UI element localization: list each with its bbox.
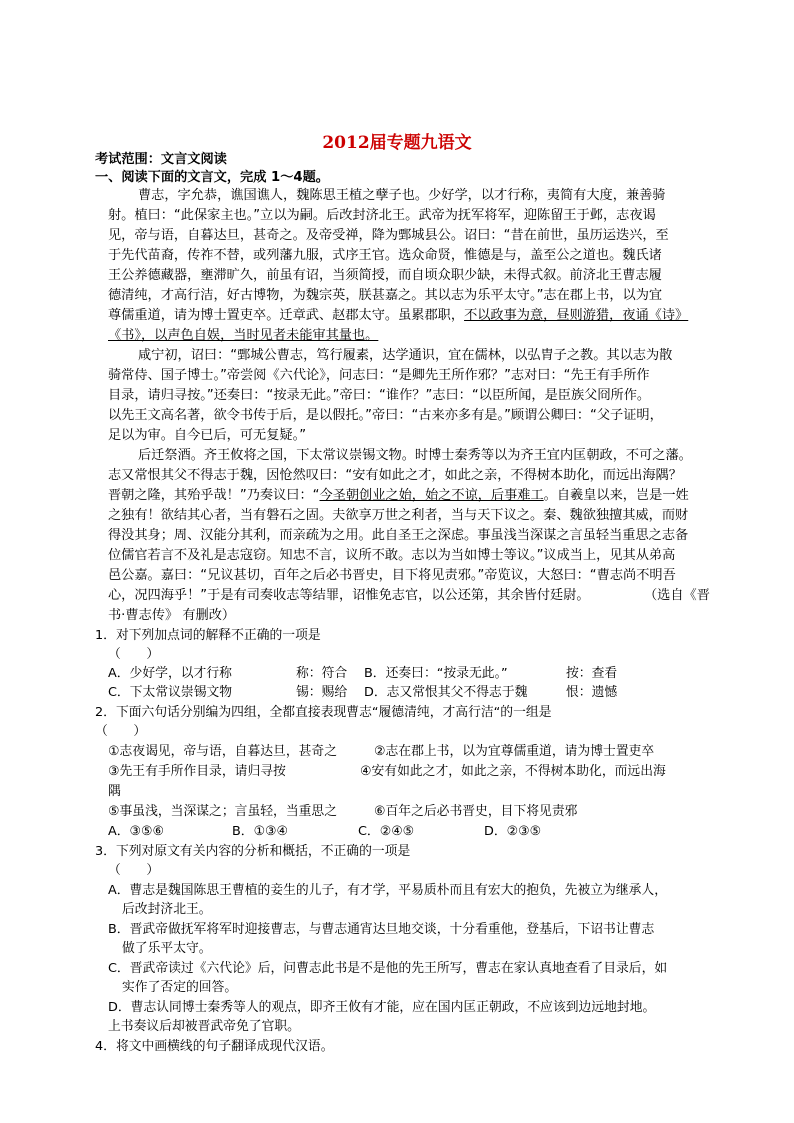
section-heading: 一、阅读下面的文言文，完成 1～4题。 (95, 170, 329, 185)
statement-3: ③先王有手所作目录，请归寻按 (108, 764, 286, 779)
option-d: D．志又常恨其父不得志于魏 (364, 685, 528, 700)
passage-text: 尊儒重道，请为博士置吏卒。迁章武、赵郡太守。虽累郡职， (108, 308, 465, 323)
option-a: A．少好学，以才行称 (108, 666, 232, 681)
choice-a: A．③⑤⑥ (108, 824, 164, 839)
option-d-cont: 上书奏议后却被晋武帝免了官职。 (108, 1019, 300, 1034)
option-b-gloss: 按：查看 (566, 666, 618, 681)
exam-scope: 考试范围：文言文阅读 (95, 152, 227, 167)
option-c: C．晋武帝读过《六代论》后，问曹志此书是不是他的先王所写，曹志在家认真地查看了目录后，如 (108, 961, 668, 976)
source-citation-cont: 书·曹志传》 有删改） (108, 608, 236, 623)
option-d-gloss: 恨：遗憾 (566, 685, 618, 700)
option-b: B．还奏曰：“按录无此。” (364, 666, 508, 681)
statement-5: ⑤事虽浅，当深谋之；言虽轻，当重思之 (108, 804, 338, 819)
passage-line: 志又常恨其父不得志于魏，因怆然叹曰：“安有如此之才，如此之亲，不得树本助化，而远出海隅？ (108, 468, 682, 483)
statement-1: ①志夜谒见，帝与语，自暮达旦，甚奇之 (108, 744, 338, 759)
passage-line: 目录，请归寻按。”还奏曰：“按录无此。”帝曰：“谁作？”志曰：“以臣所闻，是臣族父冏所作。 (108, 388, 651, 403)
source-citation: （选自《晋 (644, 588, 710, 603)
passage-line (108, 486, 689, 506)
option-b-cont: 做了乐平太守。 (122, 941, 212, 956)
passage-line: 射。植曰：“此保家主也。”立以为嗣。后改封济北王。武帝为抚军将军，迎陈留王于邺，志夜谒 (108, 208, 656, 223)
passage-line: 咸宁初，诏曰：“鄄城公曹志，笃行履素，达学通识，宜在儒林，以弘胄子之教。其以志为散 (138, 348, 673, 363)
answer-paren: （ ） (108, 863, 160, 878)
passage-line: 得没其身；周、汉能分其利，而亲疏为之用。此自圣王之深虑。事虽浅当深谋之言虽轻当重思之志备 (108, 528, 689, 543)
underlined-sentence-2: 今圣朝创业之始，始之不谅，后事难工 (319, 488, 544, 503)
option-a: A．曹志是魏国陈思王曹植的妾生的儿子，有才学，平易质朴而且有宏大的抱负，先被立为继承人， (108, 883, 668, 898)
passage-line: 之独有！欲结其心者，当有磐石之固。夫欲享万世之利者，当与天下议之。秦、魏欲独擅其威，而财 (108, 508, 689, 523)
option-c-cont: 实作了否定的回答。 (122, 980, 238, 995)
passage-text: 晋朝之隆，其殆乎哉！”乃奏议曰：“ (108, 488, 320, 503)
answer-paren: （ ） (95, 724, 147, 739)
option-a-gloss: 称：符合 (296, 666, 348, 681)
statement-4: ④安有如此之才，如此之亲，不得树本助化，而远出海 (360, 764, 666, 779)
option-c-gloss: 锡：赐给 (296, 685, 348, 700)
passage-line: 位儒官若言不及礼是志寇窃。知忠不言，议所不敢。志以为当如博士等议。”议成当上，见其从弟高 (108, 548, 676, 563)
passage-line: 王公养德藏器，壅滞旷久，前虽有诏，当须简授，而自顷众职少缺，未得式叙。前济北王曹志履 (108, 268, 662, 283)
passage-line: 以先王文高名著，欲令书传于后，是以假托。”帝曰：“古来亦多有是。”顾谓公卿曰：“父子证明， (108, 408, 663, 423)
passage-line: 德清纯，才高行洁，好古博物，为魏宗英，朕甚嘉之。其以志为乐平太守。”志在郡上书，以为宜 (108, 288, 663, 303)
statement-4-cont: 隅 (108, 784, 121, 799)
passage-line: 曹志，字允恭，谯国谯人，魏陈思王植之孽子也。少好学，以才行称，夷简有大度，兼善骑 (138, 188, 666, 203)
choice-c: C．②④⑤ (358, 824, 415, 839)
page-title: 2012届专题九语文 (322, 133, 472, 153)
statement-6: ⑥百年之后必书晋史，目下将见责邪 (374, 804, 578, 819)
passage-line: 于先代苗裔，传祚不替，或列藩九服，式序王官。选众命贤，惟德是与，盖至公之道也。魏氏诸 (108, 248, 662, 263)
option-a-cont: 后改封济北王。 (122, 902, 212, 917)
passage-line: 骑常侍、国子博士。”帝尝阅《六代论》，问志曰：“是卿先王所作邪？”志对曰：“先王有手所作 (108, 368, 650, 383)
choice-b: B．①③④ (232, 824, 288, 839)
passage-line (108, 306, 688, 326)
question-1-stem: 1．对下列加点词的解释不正确的一项是 (95, 628, 321, 643)
statement-2: ②志在郡上书，以为宜尊儒重道，请为博士置吏卒 (374, 744, 655, 759)
choice-d: D．②③⑤ (484, 824, 542, 839)
passage-line: 足以为审。自今已后，可无复疑。” (108, 428, 307, 443)
question-3-stem: 3．下列对原文有关内容的分析和概括，不正确的一项是 (95, 844, 411, 859)
option-b: B．晋武帝做抚军将军时迎接曹志，与曹志通宵达旦地交谈，十分看重他，登基后，下诏书让曹志 (108, 922, 655, 937)
passage-line: 心，况四海乎！”于是有司奏收志等结罪，诏惟免志官，以公还第，其余皆付廷尉。 (108, 588, 590, 603)
option-d: D．曹志认同博士秦秀等人的观点，即齐王攸有才能，应在国内匡正朝政，不应该到边远地封地。 (108, 1000, 656, 1015)
underlined-sentence-1: 不以政事为意，昼则游猎，夜诵《诗》 (464, 308, 689, 323)
answer-paren: （ ） (108, 647, 160, 662)
passage-text: 。自羲皇以来，岂是一姓 (543, 488, 689, 503)
option-c: C．下太常议崇锡文物 (108, 685, 233, 700)
question-4-stem: 4．将文中画横线的句子翻译成现代汉语。 (95, 1039, 334, 1054)
question-2-stem: 2．下面六句话分别编为四组，全都直接表现曹志“履德清纯，才高行洁“的一组是 (95, 705, 552, 720)
passage-line: 后迁祭酒。齐王攸将之国，下太常议崇锡文物。时博士秦秀等以为齐王宜内匡朝政，不可之藩。 (138, 448, 692, 463)
underlined-sentence-1-cont: 《书》，以声色自娱，当时见者未能审其量也。 (108, 328, 379, 343)
passage-line: 邑公嘉。嘉曰：“兄议甚切，百年之后必书晋史，目下将见责邪。”帝览议，大怒曰：“曹志尚不明吾 (108, 568, 676, 583)
passage-line: 见，帝与语，自暮达旦，甚奇之。及帝受禅，降为鄄城县公。诏曰：“昔在前世，虽历运迭兴，至 (108, 228, 669, 243)
